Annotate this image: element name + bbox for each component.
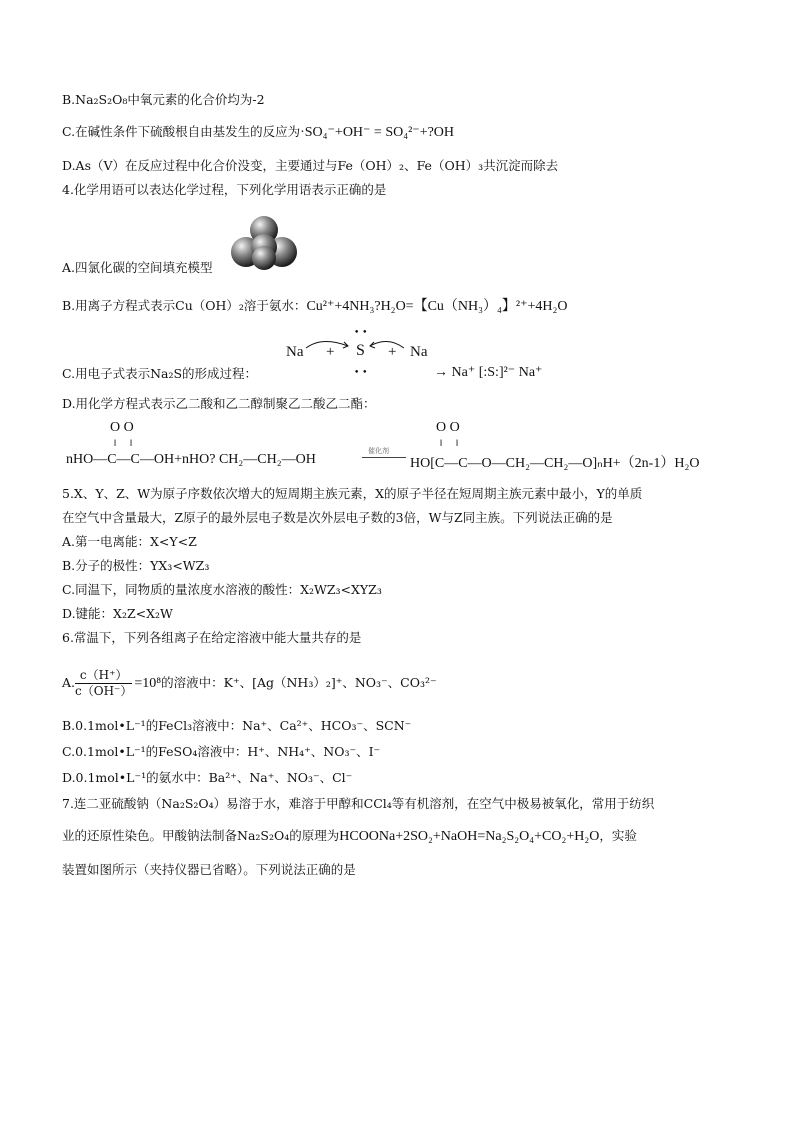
q7-stem-line3: 装置如图所示（夹持仪器已省略）。下列说法正确的是 xyxy=(62,862,356,877)
q6-option-b: B.0.1mol•L⁻¹的FeCl₃溶液中：Na⁺、Ca²⁺、HCO₃⁻、SCN⁻ xyxy=(62,718,412,733)
q6-option-a xyxy=(62,668,437,699)
q6-option-d: D.0.1mol•L⁻¹的氨水中：Ba²⁺、Na⁺、NO₃⁻、Cl⁻ xyxy=(62,770,353,785)
oxalic-acid-carbonyl-o: O O xyxy=(110,420,134,435)
q7-reaction-equation: HCOONa+2SO₂+NaOH=Na₂S₂O₄+CO₂+H₂O xyxy=(339,829,600,844)
q3-option-d: D.As（V）在反应过程中化合价没变，主要通过与Fe（OH）₂、Fe（OH）₃共沉淀而除去 xyxy=(62,158,559,173)
q4-option-b-text: B.用离子方程式表示Cu（OH）₂溶于氨水： xyxy=(62,298,307,313)
ratio-denominator: c（OH⁻） xyxy=(75,684,133,698)
q4-option-b xyxy=(62,298,567,315)
catalyst-condition: 催化剂 xyxy=(368,447,389,455)
q7-stem-line1: 7.连二亚硫酸钠（Na₂S₂O₄）易溶于水，难溶于甲醇和CCl₄等有机溶剂，在空气中极易被氧化，常用于纺织 xyxy=(62,796,655,811)
q6-stem: 6.常温下，下列各组离子在给定溶液中能大量共存的是 xyxy=(62,630,362,645)
ccl4-space-filling-model xyxy=(228,214,300,272)
q5-stem-line1: 5.X、Y、Z、W为原子序数依次增大的短周期主族元素，X的原子半径在短周期主族元素中最小，Y的单质 xyxy=(62,486,643,501)
na-atom-left: Na xyxy=(286,344,304,360)
polyester-equation xyxy=(66,452,316,468)
reaction-arrow xyxy=(362,457,406,458)
ratio-value: =10⁸ xyxy=(134,676,162,691)
q7-stem-line2 xyxy=(62,828,637,845)
q6-option-a-text: 的溶液中：K⁺、[Ag（NH₃）₂]⁺、NO₃⁻、CO₃²⁻ xyxy=(161,675,437,690)
product-na-right: Na⁺ xyxy=(518,365,543,380)
polyester-carbonyl-o: O O xyxy=(436,420,460,435)
q3-option-c-text: C.在碱性条件下硫酸根自由基发生的反应为 xyxy=(62,124,301,139)
q4-stem: 4.化学用语可以表达化学过程，下列化学用语表示正确的是 xyxy=(62,182,387,197)
double-bond-marks-right: ‖ ‖ xyxy=(440,438,459,448)
s-dots-top: • • xyxy=(354,328,368,338)
q5-option-c: C.同温下，同物质的量浓度水溶液的酸性：X₂WZ₃<XYZ₃ xyxy=(62,582,382,597)
s-atom: S xyxy=(356,342,365,359)
q3-option-c-equation: ·SO₄⁻+OH⁻ = SO₄²⁻+?OH xyxy=(300,125,455,140)
na-atom-right: Na xyxy=(410,344,428,360)
q5-stem-line2: 在空气中含量最大，Z原子的最外层电子数是次外层电子数的3倍，W与Z同主族。下列说法正确的是 xyxy=(62,510,613,525)
q3-option-b: B.Na₂S₂O₈中氧元素的化合价均为-2 xyxy=(62,92,265,107)
electron-formula-product xyxy=(434,364,542,381)
product-na-left: Na⁺ xyxy=(451,365,476,380)
q5-option-d: D.键能：X₂Z<X₂W xyxy=(62,606,173,621)
plus-sign-right: + xyxy=(388,344,397,360)
q6-option-a-label: A. xyxy=(62,675,76,690)
q5-option-b: B.分子的极性：YX₃<WZ₃ xyxy=(62,558,210,573)
q4-option-d: D.用化学方程式表示乙二酸和乙二醇制聚乙二酸乙二酯： xyxy=(62,396,376,411)
equation-products: HO[C—C—O—CH₂—CH₂—O]ₙH+（2n-1）H₂O xyxy=(410,456,700,471)
electron-transfer-arrows xyxy=(300,334,420,356)
q7-stem-line2-end: ，实验 xyxy=(599,828,637,843)
q6-option-c: C.0.1mol•L⁻¹的FeSO₄溶液中：H⁺、NH₄⁺、NO₃⁻、I⁻ xyxy=(62,744,381,759)
q4-option-a: A.四氯化碳的空间填充模型 xyxy=(62,260,213,275)
equation-reactants: nHO—C—C—OH+nHO? xyxy=(66,452,216,467)
q7-stem-line2-text: 业的还原性染色。甲酸钠法制备Na₂S₂O₄的原理为 xyxy=(62,828,340,843)
q4-option-c: C.用电子式表示Na₂S的形成过程： xyxy=(62,366,258,381)
equation-glycol: CH₂—CH₂—OH xyxy=(218,452,316,467)
double-bond-marks-left: ‖ ‖ xyxy=(114,438,133,448)
q3-option-c xyxy=(62,124,454,141)
s-dots-bottom: • • xyxy=(354,368,368,378)
product-sulfide: [:S:]²⁻ xyxy=(478,365,516,380)
q5-option-a: A.第一电离能：X<Y<Z xyxy=(62,534,197,549)
plus-sign-left: + xyxy=(326,344,335,360)
q4-option-b-equation: Cu²⁺+4NH₃?H₂O=【Cu（NH₃）₄】²⁺+4H₂O xyxy=(306,299,568,314)
product-arrow: → xyxy=(434,365,448,380)
hydrogen-hydroxide-ratio xyxy=(75,668,132,699)
ratio-numerator: c（H⁺） xyxy=(75,668,132,684)
